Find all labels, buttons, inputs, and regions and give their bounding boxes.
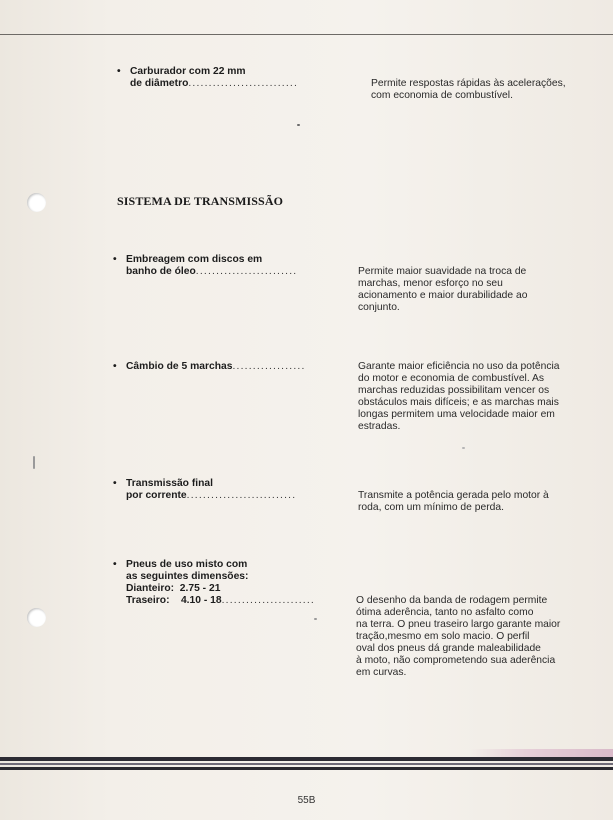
bullet: • xyxy=(113,559,117,570)
binder-hole-top xyxy=(27,193,46,212)
paper-speck xyxy=(33,456,35,469)
spec-line: de diâmetro xyxy=(130,78,189,89)
desc-line: longas permitem uma velocidade maior em xyxy=(358,409,555,420)
spec-description xyxy=(356,595,571,679)
desc-line: roda, com um mínimo de perda. xyxy=(358,502,504,513)
leader-dots: ......................... xyxy=(195,266,298,277)
desc-line: à moto, não comprometendo sua aderência xyxy=(356,655,556,666)
desc-line: Garante maior eficiência no uso da potência xyxy=(358,361,560,372)
desc-line: do motor e economia de combustível. As xyxy=(358,373,545,384)
desc-line: em curvas. xyxy=(356,667,407,678)
stripe xyxy=(0,757,613,761)
spec-description xyxy=(371,78,586,102)
spec-title xyxy=(126,478,366,502)
paper-speck xyxy=(462,447,465,449)
spec-line: Câmbio de 5 marchas xyxy=(126,361,233,372)
spec-line: banho de óleo xyxy=(126,266,196,277)
spec-title xyxy=(126,559,366,607)
desc-line: com economia de combustível. xyxy=(371,90,513,101)
spec-title xyxy=(126,361,366,373)
spec-line: Traseiro: 4.10 - 18 xyxy=(126,595,222,606)
bottom-stripe-band xyxy=(0,749,613,773)
spec-description xyxy=(358,266,573,314)
desc-line: tração,mesmo em solo macio. O perfil xyxy=(356,631,530,642)
spec-line: Pneus de uso misto com xyxy=(126,559,248,570)
leader-dots: ........................... xyxy=(188,78,299,89)
bullet: • xyxy=(113,254,117,265)
stripe xyxy=(0,763,613,765)
leader-dots: .................. xyxy=(232,361,306,372)
stripe xyxy=(0,767,613,770)
bullet: • xyxy=(113,361,117,372)
spec-line: por corrente xyxy=(126,490,187,501)
desc-line: marchas reduzidas possibilitam vencer os xyxy=(358,385,550,396)
spec-line: Dianteiro: 2.75 - 21 xyxy=(126,583,221,594)
desc-line: na terra. O pneu traseiro largo garante maior xyxy=(356,619,561,630)
bullet: • xyxy=(113,478,117,489)
spec-line: Transmissão final xyxy=(126,478,213,489)
spec-title xyxy=(130,66,370,90)
desc-line: acionamento e maior durabilidade ao xyxy=(358,290,528,301)
desc-line: conjunto. xyxy=(358,302,400,313)
desc-line: obstáculos mais difíceis; e as marchas mais xyxy=(358,397,559,408)
desc-line: Permite maior suavidade na troca de xyxy=(358,266,527,277)
spec-line: Embreagem com discos em xyxy=(126,254,263,265)
spec-line: as seguintes dimensões: xyxy=(126,571,249,582)
spec-description xyxy=(358,361,573,433)
desc-line: estradas. xyxy=(358,421,401,432)
paper-speck xyxy=(297,124,300,126)
binder-hole-bottom xyxy=(27,608,46,627)
leader-dots: ........................... xyxy=(186,490,297,501)
spec-title xyxy=(126,254,366,278)
desc-line: Transmite a potência gerada pelo motor à xyxy=(358,490,549,501)
stripe-tint xyxy=(470,749,613,757)
desc-line: Permite respostas rápidas às acelerações, xyxy=(371,78,566,89)
spec-line: Carburador com 22 mm xyxy=(130,66,246,77)
paper-speck xyxy=(314,618,317,620)
leader-dots: ....................... xyxy=(221,595,315,606)
desc-line: O desenho da banda de rodagem permite xyxy=(356,595,548,606)
bullet: • xyxy=(117,66,121,77)
desc-line: oval dos pneus dá grande maleabilidade xyxy=(356,643,541,654)
top-rule xyxy=(0,34,613,35)
section-heading: SISTEMA DE TRANSMISSÃO xyxy=(117,194,284,208)
page-number: 55B xyxy=(297,795,316,806)
spec-description xyxy=(358,490,573,514)
desc-line: ótima aderência, tanto no asfalto como xyxy=(356,607,534,618)
desc-line: marchas, menor esforço no seu xyxy=(358,278,503,289)
